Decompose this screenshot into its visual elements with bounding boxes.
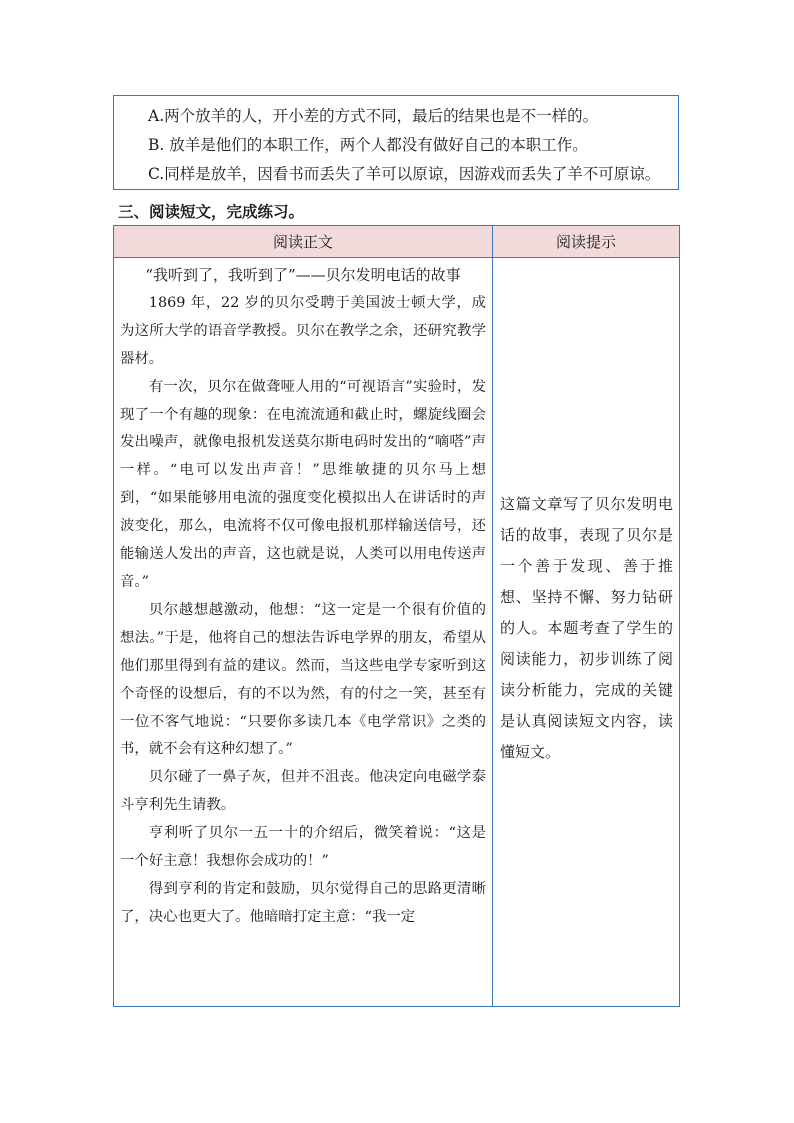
story-paragraph: 亨利听了贝尔一五一十的介绍后，微笑着说：“这是一个好主意！我想你会成功的！” bbox=[120, 825, 486, 870]
hint-cell: 这篇文章写了贝尔发明电话的故事，表现了贝尔是一个善于发现、善于推想、坚持不懈、努力钻研的人。本题考查了学生的阅读能力，初步训练了阅读分析能力，完成的关键是认真阅读短文内容，读懂短文。 bbox=[500, 495, 673, 761]
option-c: C.同样是放羊，因看书而丢失了羊可以原谅，因游戏而丢失了羊不可原谅。 bbox=[148, 165, 661, 183]
story-paragraph: 有一次，贝尔在做聋哑人用的“可视语言”实验时，发现了一个有趣的现象：在电流流通和截止时，螺旋线圈会发出噪声，就像电报机发送莫尔斯电码时发出的“嘀嗒”声一样。“电可以发出声音！”思维敏捷的贝尔马上想到，“如果能够用电流的强度变化模拟出人在讲话时的声波变化，那么，电流将不仅可像电报机那样输送信号，还能输送人发出的声音，这也就是说，人类可以用电传送声音。” bbox=[120, 378, 486, 590]
reading-table bbox=[113, 225, 680, 1007]
header-text-cell: 阅读正文 bbox=[114, 226, 492, 258]
header-hint-cell: 阅读提示 bbox=[493, 226, 679, 258]
option-a: A.两个放羊的人，开小差的方式不同，最后的结果也是不一样的。 bbox=[148, 107, 599, 125]
story-paragraph: 贝尔碰了一鼻子灰，但并不沮丧。他决定向电磁学泰斗亨利先生请教。 bbox=[120, 769, 486, 814]
story-title: “我听到了，我听到了”——贝尔发明电话的故事 bbox=[145, 266, 461, 284]
story-paragraph: 得到亨利的肯定和鼓励，贝尔觉得自己的思路更清晰了，决心也更大了。他暗暗打定主意：“我一定 bbox=[120, 880, 486, 925]
story-paragraph: 贝尔越想越激动，他想：“这一定是一个很有价值的想法。”于是，他将自己的想法告诉电学界的朋友，希望从他们那里得到有益的建议。然而，当这些电学专家听到这个奇怪的设想后，有的不以为然，有的付之一笑，甚至有一位不客气地说：“只要你多读几本《电学常识》之类的书，就不会有这种幻想了。” bbox=[120, 601, 486, 758]
options-box bbox=[113, 95, 679, 190]
section-title: 三、阅读短文，完成练习。 bbox=[118, 203, 305, 221]
option-b: B. 放羊是他们的本职工作，两个人都没有做好自己的本职工作。 bbox=[148, 136, 588, 154]
story-paragraph: 1869 年，22 岁的贝尔受聘于美国波士顿大学，成为这所大学的语音学教授。贝尔在教学之余，还研究教学器材。 bbox=[120, 294, 486, 367]
column-divider bbox=[492, 226, 493, 1006]
story-cell bbox=[120, 262, 486, 932]
